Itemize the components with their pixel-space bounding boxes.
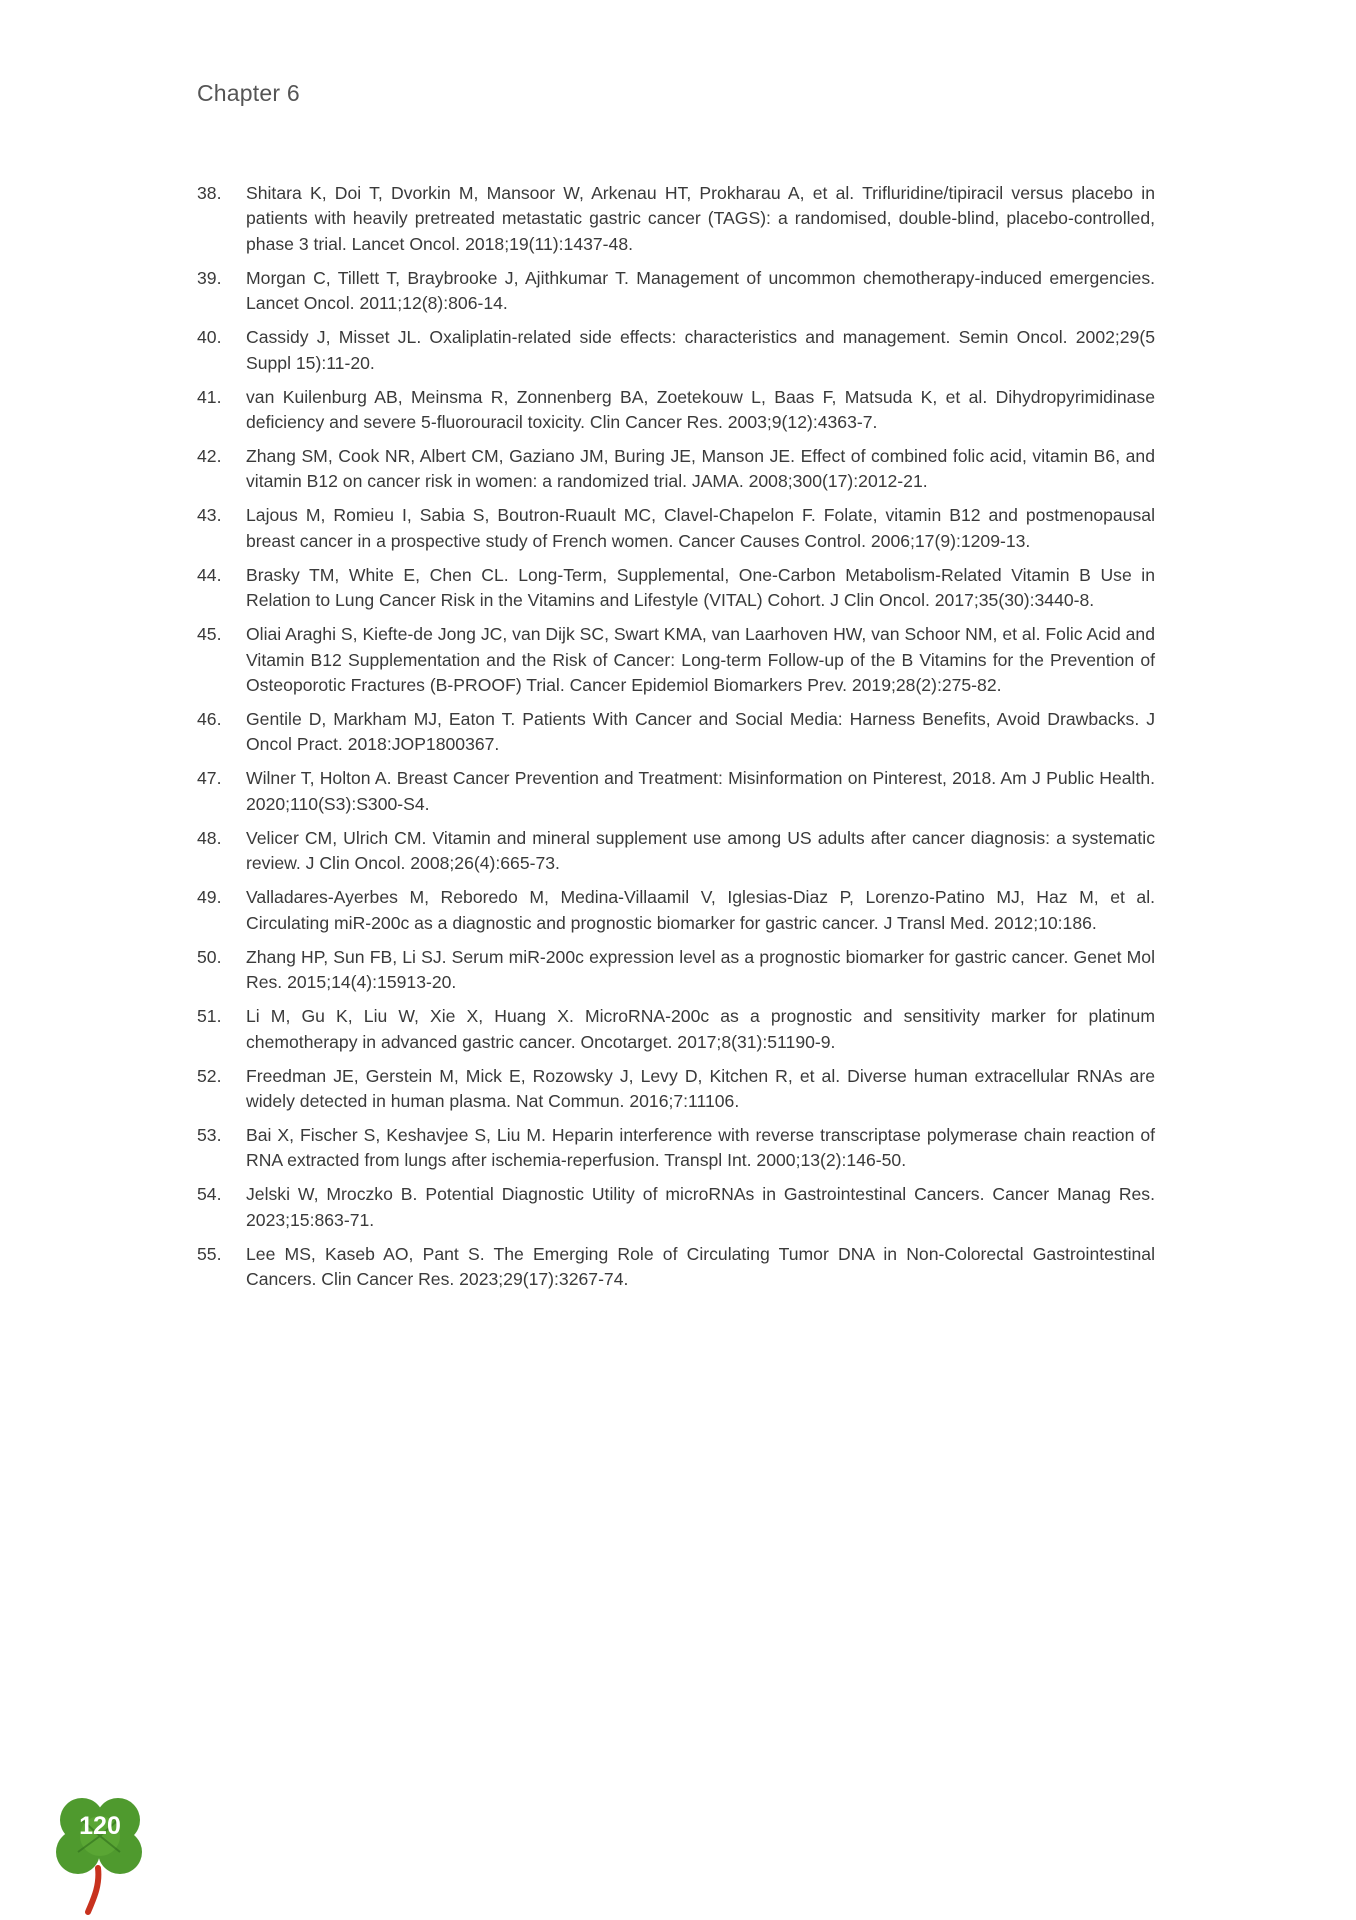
reference-text: Freedman JE, Gerstein M, Mick E, Rozowsky J, Levy D, Kitchen R, et al. Diverse human extracellular RNAs are widely detected in human plasma. Nat Commun. 2016;7:11106. <box>246 1065 1155 1111</box>
reference-item <box>197 385 1155 436</box>
reference-text: Brasky TM, White E, Chen CL. Long-Term, Supplemental, One-Carbon Metabolism-Related Vitamin B Use in Relation to Lung Cancer Risk in the Vitamins and Lifestyle (VITAL) Cohort. J Clin Oncol. 2017;35(30):3440-8. <box>246 564 1155 611</box>
reference-item <box>197 444 1155 495</box>
reference-text: Zhang HP, Sun FB, Li SJ. Serum miR-200c expression level as a prognostic biomarker for gastric cancer. Genet Mol Res. 2015;14(4):15913-20. <box>246 946 1155 993</box>
reference-number: 42. <box>197 446 222 467</box>
reference-item <box>197 622 1155 698</box>
reference-item <box>197 945 1155 996</box>
reference-number: 39. <box>197 267 222 288</box>
reference-text: Jelski W, Mroczko B. Potential Diagnostic Utility of microRNAs in Gastrointestinal Cancers. Cancer Manag Res. 2023;15:863-71. <box>246 1184 1155 1230</box>
clover-stem <box>88 1868 98 1912</box>
reference-item <box>197 707 1155 758</box>
reference-number: 54. <box>197 1184 222 1205</box>
reference-number: 52. <box>197 1065 222 1086</box>
reference-number: 50. <box>197 946 222 967</box>
reference-text: Gentile D, Markham MJ, Eaton T. Patients With Cancer and Social Media: Harness Benefits, Avoid Drawbacks. J Oncol Pract. 2018:JOP1800367. <box>246 709 1155 755</box>
reference-item <box>197 563 1155 614</box>
reference-text: Oliai Araghi S, Kiefte-de Jong JC, van Dijk SC, Swart KMA, van Laarhoven HW, van Schoor NM, et al. Folic Acid and Vitamin B12 Supplementation and the Risk of Cancer: Long-term Follow-up of the B Vitamins for the Prevention of Osteoporotic Fractures (B-PROOF) Trial. Cancer Epidemiol Biomarkers Prev. 2019;28(2):275-82. <box>246 624 1155 696</box>
chapter-header: Chapter 6 <box>197 80 300 106</box>
reference-text: Morgan C, Tillett T, Braybrooke J, Ajithkumar T. Management of uncommon chemotherapy-induced emergencies. Lancet Oncol. 2011;12(8):806-14. <box>246 267 1155 314</box>
reference-item <box>197 1064 1155 1115</box>
reference-item <box>197 181 1155 257</box>
reference-text: van Kuilenburg AB, Meinsma R, Zonnenberg BA, Zoetekouw L, Baas F, Matsuda K, et al. Dihydropyrimidinase deficiency and severe 5-fluorouracil toxicity. Clin Cancer Res. 2003;9(12):4363-7. <box>246 386 1155 433</box>
reference-item <box>197 766 1155 817</box>
clover-icon <box>50 1790 150 1915</box>
reference-number: 55. <box>197 1243 222 1264</box>
reference-list <box>197 181 1155 1301</box>
reference-item <box>197 503 1155 554</box>
page-number: 120 <box>79 1812 121 1840</box>
reference-number: 44. <box>197 564 222 585</box>
reference-text: Wilner T, Holton A. Breast Cancer Prevention and Treatment: Misinformation on Pinterest, 2018. Am J Public Health. 2020;110(S3):S300-S4. <box>246 768 1155 814</box>
reference-item <box>197 826 1155 877</box>
reference-number: 45. <box>197 624 222 645</box>
reference-text: Lajous M, Romieu I, Sabia S, Boutron-Ruault MC, Clavel-Chapelon F. Folate, vitamin B12 and postmenopausal breast cancer in a prospective study of French women. Cancer Causes Control. 2006;17(9):1209-13. <box>246 505 1155 551</box>
reference-number: 43. <box>197 505 222 526</box>
reference-item <box>197 1242 1155 1293</box>
reference-number: 46. <box>197 709 222 730</box>
reference-number: 38. <box>197 183 222 203</box>
reference-text: Shitara K, Doi T, Dvorkin M, Mansoor W, Arkenau HT, Prokharau A, et al. Trifluridine/tipiracil versus placebo in patients with heavily pretreated metastatic gastric cancer (TAGS): a randomised, double-blind, placebo-controlled, phase 3 trial. Lancet Oncol. 2018;19(11):1437-48. <box>246 183 1155 254</box>
reference-text: Li M, Gu K, Liu W, Xie X, Huang X. MicroRNA-200c as a prognostic and sensitivity marker for platinum chemotherapy in advanced gastric cancer. Oncotarget. 2017;8(31):51190-9. <box>246 1006 1155 1052</box>
reference-text: Velicer CM, Ulrich CM. Vitamin and mineral supplement use among US adults after cancer diagnosis: a systematic review. J Clin Oncol. 2008;26(4):665-73. <box>246 827 1155 874</box>
reference-item <box>197 325 1155 376</box>
reference-number: 40. <box>197 327 222 348</box>
reference-item <box>197 1182 1155 1233</box>
reference-number: 47. <box>197 768 222 789</box>
reference-text: Valladares-Ayerbes M, Reboredo M, Medina-Villaamil V, Iglesias-Diaz P, Lorenzo-Patino MJ, Haz M, et al. Circulating miR-200c as a diagnostic and prognostic biomarker for gastric cancer. J Transl Med. 2012;10:186. <box>246 887 1155 933</box>
reference-number: 53. <box>197 1124 222 1145</box>
reference-number: 48. <box>197 827 222 848</box>
reference-item <box>197 266 1155 317</box>
reference-number: 51. <box>197 1006 222 1027</box>
reference-number: 41. <box>197 386 222 407</box>
reference-number: 49. <box>197 887 222 908</box>
reference-text: Lee MS, Kaseb AO, Pant S. The Emerging Role of Circulating Tumor DNA in Non-Colorectal Gastrointestinal Cancers. Clin Cancer Res. 2023;29(17):3267-74. <box>246 1243 1155 1290</box>
reference-text: Cassidy J, Misset JL. Oxaliplatin-related side effects: characteristics and management. Semin Oncol. 2002;29(5 Suppl 15):11-20. <box>246 327 1155 373</box>
reference-item <box>197 885 1155 936</box>
reference-item <box>197 1004 1155 1055</box>
reference-text: Zhang SM, Cook NR, Albert CM, Gaziano JM, Buring JE, Manson JE. Effect of combined folic acid, vitamin B6, and vitamin B12 on cancer risk in women: a randomized trial. JAMA. 2008;300(17):2012-21. <box>246 446 1155 492</box>
reference-item <box>197 1123 1155 1174</box>
reference-text: Bai X, Fischer S, Keshavjee S, Liu M. Heparin interference with reverse transcriptase polymerase chain reaction of RNA extracted from lungs after ischemia-reperfusion. Transpl Int. 2000;13(2):146-50. <box>246 1124 1155 1171</box>
